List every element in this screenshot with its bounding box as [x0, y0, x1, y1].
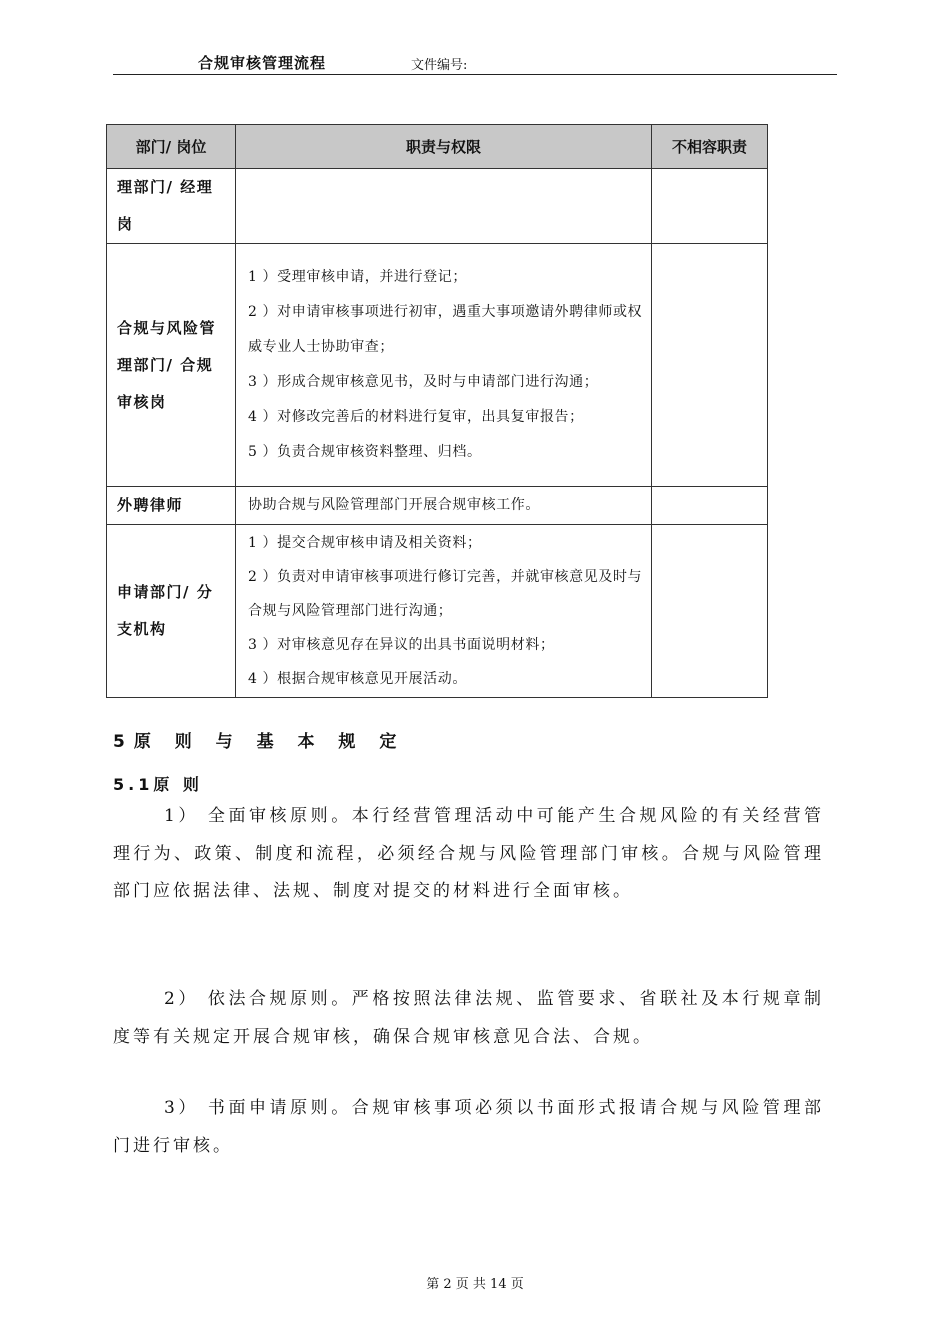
table-row [107, 525, 768, 698]
column-header: 不相容职责 [652, 125, 768, 169]
paragraph: 3） 书面申请原则。合规审核事项必须以书面形式报请合规与风险管理部门进行审核。 [113, 1098, 824, 1156]
section-title: 5原 则 与 基 本 规 定 [113, 732, 406, 752]
dept-cell: 理部门/ 经理岗 [107, 169, 236, 244]
duty-cell [236, 244, 652, 487]
duty-cell [236, 169, 652, 244]
duty-item: 3 ）形成合规审核意见书，及时与申请部门进行沟通； [248, 374, 599, 390]
paragraph: 2） 依法合规原则。严格按照法律法规、监管要求、省联社及本行规章制度等有关规定开展合规审核，确保合规审核意见合法、合规。 [113, 989, 824, 1047]
incompatible-cell [652, 169, 768, 244]
table-row [107, 169, 768, 244]
dept-cell: 合规与风险管理部门/ 合规审核岗 [107, 244, 236, 487]
duty-item: 协助合规与风险管理部门开展合规审核工作。 [248, 497, 540, 513]
duty-item: 2 ）负责对申请审核事项进行修订完善，并就审核意见及时与合规与风险管理部门进行沟通； [248, 569, 643, 619]
page-footer: 第 2 页 共 14 页 [426, 1277, 524, 1292]
duty-item: 5 ）负责合规审核资料整理、归档。 [248, 444, 482, 460]
incompatible-cell [652, 487, 768, 525]
paragraph: 1） 全面审核原则。本行经营管理活动中可能产生合规风险的有关经营管理行为、政策、制度和流程，必须经合规与风险管理部门审核。合规与风险管理部门应依据法律、法规、制度对提交的材料进行全面审核。 [113, 806, 824, 901]
incompatible-cell [652, 244, 768, 487]
doc-number-label: 文件编号: [411, 58, 468, 73]
duty-cell [236, 487, 652, 525]
responsibility-table [106, 124, 768, 698]
duty-item: 4 ）根据合规审核意见开展活动。 [248, 671, 467, 687]
duty-item: 1 ）受理审核申请，并进行登记； [248, 269, 467, 285]
page-header [113, 50, 837, 75]
duty-item: 3 ）对审核意见存在异议的出具书面说明材料； [248, 637, 555, 653]
subsection-title: 5.1原 则 [113, 775, 203, 794]
dept-cell: 外聘律师 [107, 487, 236, 525]
column-header: 职责与权限 [236, 125, 652, 169]
incompatible-cell [652, 525, 768, 698]
column-header: 部门/ 岗位 [107, 125, 236, 169]
table-row [107, 244, 768, 487]
duty-item: 1 ）提交合规审核申请及相关资料； [248, 535, 482, 551]
header-title: 合规审核管理流程 [198, 54, 327, 72]
dept-cell: 申请部门/ 分支机构 [107, 525, 236, 698]
table-header-row [107, 125, 768, 169]
duty-item: 4 ）对修改完善后的材料进行复审，出具复审报告； [248, 409, 584, 425]
duty-item: 2 ）对申请审核事项进行初审，遇重大事项邀请外聘律师或权威专业人士协助审查； [248, 304, 643, 355]
table-row [107, 487, 768, 525]
duty-cell [236, 525, 652, 698]
